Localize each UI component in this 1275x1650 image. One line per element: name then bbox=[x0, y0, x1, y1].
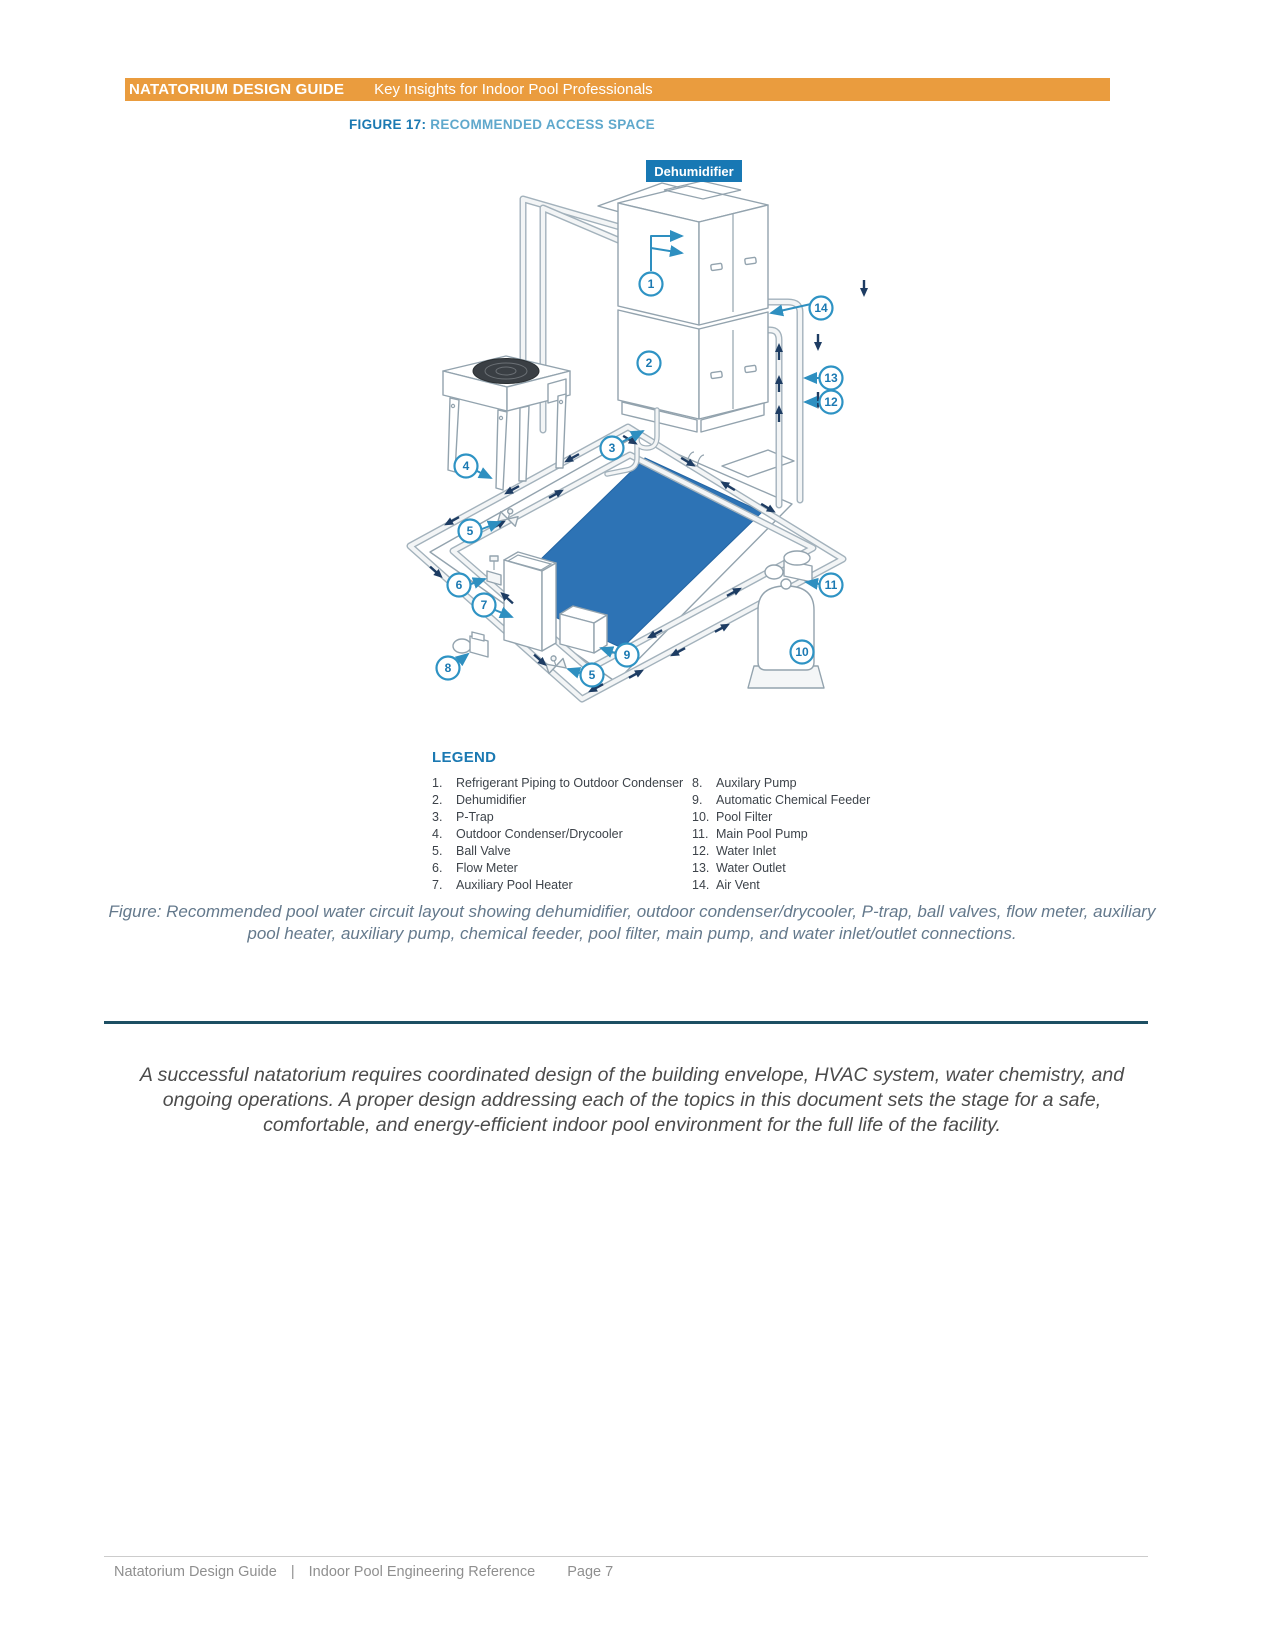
callout-10 bbox=[791, 641, 814, 664]
footer-doc-subtitle: Indoor Pool Engineering Reference bbox=[308, 1564, 536, 1580]
legend bbox=[432, 749, 952, 894]
header-bar bbox=[125, 78, 1110, 101]
legend-item-label: Ball Valve bbox=[456, 844, 511, 858]
svg-text:8: 8 bbox=[444, 661, 452, 676]
legend-item bbox=[692, 843, 952, 860]
legend-item-number: 8. bbox=[692, 776, 703, 790]
legend-item-label: Pool Filter bbox=[716, 810, 773, 824]
svg-text:10: 10 bbox=[795, 645, 809, 660]
callout-12 bbox=[820, 391, 843, 414]
dehumidifier-label-text: Dehumidifier bbox=[654, 164, 734, 179]
legend-item-label: Dehumidifier bbox=[456, 793, 527, 807]
callout-13 bbox=[820, 367, 843, 390]
legend-item-number: 3. bbox=[432, 810, 443, 824]
pool-platform bbox=[722, 450, 794, 477]
svg-text:5: 5 bbox=[466, 524, 474, 539]
guide-title: NATATORIUM DESIGN GUIDE bbox=[129, 81, 345, 98]
svg-text:9: 9 bbox=[623, 648, 631, 663]
legend-heading: LEGEND bbox=[432, 749, 497, 766]
legend-item-number: 13. bbox=[692, 861, 710, 875]
legend-item-number: 9. bbox=[692, 793, 703, 807]
footer-separator: | bbox=[290, 1564, 295, 1580]
svg-text:2: 2 bbox=[645, 356, 653, 371]
pool-filter-tank bbox=[748, 579, 824, 688]
legend-item-number: 10. bbox=[692, 810, 710, 824]
svg-text:12: 12 bbox=[824, 395, 838, 410]
legend-item-label: Auxilary Pump bbox=[716, 776, 797, 790]
callout-1 bbox=[640, 273, 663, 296]
callout-9 bbox=[616, 644, 639, 667]
legend-item-number: 5. bbox=[432, 844, 443, 858]
legend-item-label: Outdoor Condenser/Drycooler bbox=[456, 827, 623, 841]
legend-item-number: 1. bbox=[432, 776, 443, 790]
callout-7 bbox=[473, 594, 496, 617]
dehumidifier-unit bbox=[598, 181, 768, 432]
callout-5 bbox=[459, 520, 482, 543]
legend-item-number: 6. bbox=[432, 861, 443, 875]
pool-water-circuit-diagram bbox=[395, 140, 875, 720]
legend-item-number: 14. bbox=[692, 878, 710, 892]
legend-item bbox=[692, 860, 952, 877]
legend-item-label: Main Pool Pump bbox=[716, 827, 808, 841]
svg-text:3: 3 bbox=[608, 441, 616, 456]
legend-item bbox=[432, 826, 692, 843]
legend-item-number: 7. bbox=[432, 878, 443, 892]
dehumidifier-label bbox=[646, 160, 742, 182]
legend-item-label: Auxiliary Pool Heater bbox=[456, 878, 573, 892]
svg-text:5: 5 bbox=[588, 668, 596, 683]
svg-text:6: 6 bbox=[455, 578, 463, 593]
footer-doc-title: Natatorium Design Guide bbox=[114, 1564, 277, 1580]
legend-item bbox=[432, 775, 692, 792]
svg-text:7: 7 bbox=[480, 598, 488, 613]
page-footer bbox=[104, 1556, 1148, 1580]
legend-item bbox=[692, 826, 952, 843]
svg-text:13: 13 bbox=[824, 371, 838, 386]
section-divider bbox=[104, 1021, 1148, 1024]
summary-paragraph: A successful natatorium requires coordinated design of the building envelope, HVAC system, water chemistry, and ongoing operations. A proper design addressing each of the topics in this document sets the stage for a safe, comfortable, and energy-efficient indoor pool environment for the full life of the facility. bbox=[139, 1064, 1125, 1136]
legend-item-number: 2. bbox=[432, 793, 443, 807]
legend-item-label: Refrigerant Piping to Outdoor Condenser bbox=[456, 776, 684, 790]
auxiliary-pump bbox=[453, 632, 488, 657]
guide-subtitle: Key Insights for Indoor Pool Professionals bbox=[374, 81, 653, 98]
callout-11 bbox=[820, 574, 843, 597]
legend-item-label: Water Inlet bbox=[716, 844, 776, 858]
callout-6 bbox=[448, 574, 471, 597]
callout-2 bbox=[638, 352, 661, 375]
legend-column-left bbox=[432, 775, 692, 894]
svg-text:14: 14 bbox=[814, 301, 828, 316]
legend-item bbox=[432, 792, 692, 809]
legend-item-label: P-Trap bbox=[456, 810, 494, 824]
figure-label: FIGURE 17: bbox=[349, 117, 427, 132]
legend-item bbox=[692, 809, 952, 826]
callout-4 bbox=[455, 455, 478, 478]
callout-5 bbox=[581, 664, 604, 687]
legend-item-label: Automatic Chemical Feeder bbox=[716, 793, 871, 807]
legend-item-label: Flow Meter bbox=[456, 861, 518, 875]
legend-item bbox=[432, 860, 692, 877]
legend-item bbox=[432, 877, 692, 894]
svg-text:4: 4 bbox=[462, 459, 470, 474]
svg-text:1: 1 bbox=[647, 277, 655, 292]
legend-item-number: 4. bbox=[432, 827, 443, 841]
legend-item bbox=[432, 809, 692, 826]
legend-item-label: Water Outlet bbox=[716, 861, 786, 875]
page-number: Page 7 bbox=[567, 1564, 614, 1580]
callout-14 bbox=[810, 297, 833, 320]
svg-text:11: 11 bbox=[824, 578, 838, 593]
figure-name: RECOMMENDED ACCESS SPACE bbox=[430, 117, 655, 132]
callout-8 bbox=[437, 657, 460, 680]
callout-3 bbox=[601, 437, 624, 460]
legend-item-number: 11. bbox=[692, 827, 709, 841]
chemical-feeder bbox=[560, 606, 607, 653]
legend-item-number: 12. bbox=[692, 844, 710, 858]
legend-item bbox=[692, 877, 952, 894]
legend-item-label: Air Vent bbox=[716, 878, 760, 892]
main-pool-pump bbox=[765, 551, 812, 582]
legend-item bbox=[692, 775, 952, 792]
legend-item bbox=[692, 792, 952, 809]
legend-item bbox=[432, 843, 692, 860]
figure-title bbox=[349, 117, 655, 132]
legend-column-right bbox=[692, 775, 952, 894]
figure-caption: Figure: Recommended pool water circuit layout showing dehumidifier, outdoor condenser/drycooler, P-trap, ball valves, flow meter, auxiliary pool heater, auxiliary pump, chemical feeder, pool filter, main pump, and water inlet/outlet connections. bbox=[108, 902, 1156, 943]
